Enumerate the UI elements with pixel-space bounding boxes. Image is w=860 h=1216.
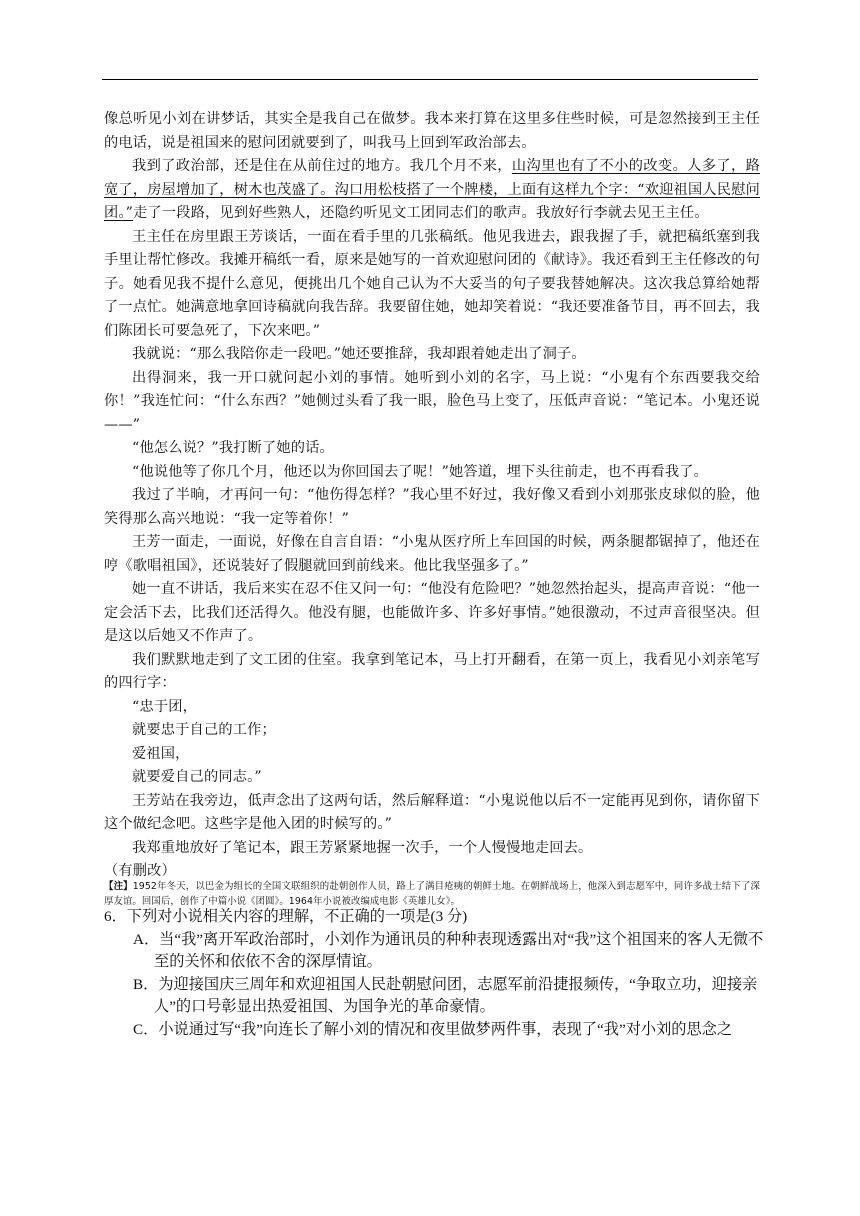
option-a: A．当“我”离开军政治部时，小刘作为通讯员的种种表现透露出对“我”这个祖国来的客人无微不至的关怀和依依不舍的深厚情谊。	[133, 930, 764, 970]
story-paragraph-2	[104, 155, 760, 226]
story-paragraph-6: “他怎么说？”我打断了她的话。	[132, 440, 334, 456]
footnote	[104, 879, 760, 909]
option-c: C．小说通过写“我”向连长了解小刘的情况和夜里做梦两件事，表现了“我”对小刘的思念之	[133, 1020, 733, 1038]
header-rule	[102, 79, 758, 80]
story-paragraph-5: 出得洞来，我一开口就问起小刘的事情。她听到小刘的名字，马上说：“小鬼有个东西要我交给你！”我连忙问：“什么东西？”她侧过头看了我一眼，脸色马上变了，压低声音说：“笔记本。小鬼还说——”	[104, 369, 760, 433]
story-paragraph-11: 我们默默地走到了文工团的住室。我拿到笔记本，马上打开翻看，在第一页上，我看见小刘亲笔写的四行字：	[104, 651, 760, 691]
poem-line-4: 就要爱自己的同志。”	[132, 769, 262, 785]
story-paragraph-1: 像总听见小刘在讲梦话，其实全是我自己在做梦。我本来打算在这里多住些时候，可是忽然接到王主任的电话，说是祖国来的慰问团就要到了，叫我马上回到军政治部去。	[104, 111, 760, 151]
question-stem: 6．下列对小说相关内容的理解，不正确的一项是(3 分)	[104, 908, 468, 925]
poem-line-1: “忠于团，	[132, 698, 198, 715]
poem-line-3: 爱祖国，	[132, 745, 190, 762]
story-paragraph-10: 她一直不讲话，我后来实在忍不住又问一句：“他没有危险吧？”她忽然抬起头，提高声音说：“他一定会活下去，比我们还活得久。他没有腿，也能做许多、许多好事情。”她很激动，不过声音很坚决。但是这以后她又不作声了。	[104, 581, 760, 644]
footnote-tag: 【注】	[104, 881, 133, 892]
question-6	[104, 906, 764, 1041]
story-text	[104, 108, 760, 884]
poem-line-2: 就要忠于自己的工作；	[132, 722, 276, 738]
story-paragraph-12: 王芳站在我旁边，低声念出了这两句话，然后解释道：“小鬼说他以后不一定能再见到你，请你留下这个做纪念吧。这些字是他入团的时候写的。”	[104, 792, 760, 832]
p2-start: 我到了政治部，还是住在从前住过的地方。我几个月不来，	[132, 158, 512, 174]
p2-end: 走了一段路，见到好些熟人，还隐约听见文工团同志们的歌声。我放好行李就去见王主任。	[133, 205, 709, 221]
underlined-sentence: 山沟里也有了不小的改变。人多了，路宽了，房屋增加了，树木也茂盛了。沟口用松枝搭了一个牌楼，上面有这样九个字：“欢迎祖国人民慰问团。”	[104, 158, 761, 221]
story-paragraph-9: 王芳一面走，一面说，好像在自言自语：“小鬼从医疗所上车回国的时候，两条腿都锯掉了，他还在哼《歌唱祖国》，还说装好了假腿就回到前线来。他比我坚强多了。”	[104, 534, 760, 574]
story-paragraph-8: 我过了半晌，才再问一句：“他伤得怎样？”我心里不好过，我好像又看到小刘那张皮球似的脸，他笑得那么高兴地说：“我一定等着你！”	[104, 487, 760, 527]
story-paragraph-4: 我就说：“那么我陪你走一段吧。”她还要推辞，我却跟着她走出了洞子。	[132, 346, 586, 362]
option-b: B．为迎接国庆三周年和欢迎祖国人民赴朝慰问团，志愿军前沿捷报频传，“争取立功，迎接亲人”的口号彰显出热爱祖国、为国争光的革命豪情。	[133, 975, 758, 1015]
footnote-text: 1952年冬天，以巴金为组长的全国文联组织的赴朝创作人员，路上了满目疮痍的朝鲜土地。在朝鲜战场上，他深入到志愿军中，同许多战士结下了深厚友谊。回国后，创作了中篇小说《团圆》。1964年小说被改编成电影《英雄儿女》。	[104, 881, 760, 907]
story-paragraph-13: 我郑重地放好了笔记本，跟王芳紧紧地握一次手，一个人慢慢地走回去。	[132, 839, 593, 856]
story-paragraph-7: “他说他等了你几个月，他还以为你回国去了呢！”她答道，埋下头往前走，也不再看我了。	[132, 463, 709, 480]
source-note: （有删改）	[104, 863, 176, 879]
story-paragraph-3: 王主任在房里跟王芳谈话，一面在看手里的几张稿纸。他见我进去，跟我握了手，就把稿纸塞到我手里让帮忙修改。我摊开稿纸一看，原来是她写的一首欢迎慰问团的《献诗》。我还看到王主任修改的句子。她看见我不提什么意见，便挑出几个她自己认为不大妥当的句子要我替她解决。这次我总算给她帮了一点忙。她满意地拿回诗稿就向我告辞。我要留住她，她却笑着说：“我还要准备节目，再不回去，我们陈团长可要急死了，下次来吧。”	[104, 228, 760, 339]
